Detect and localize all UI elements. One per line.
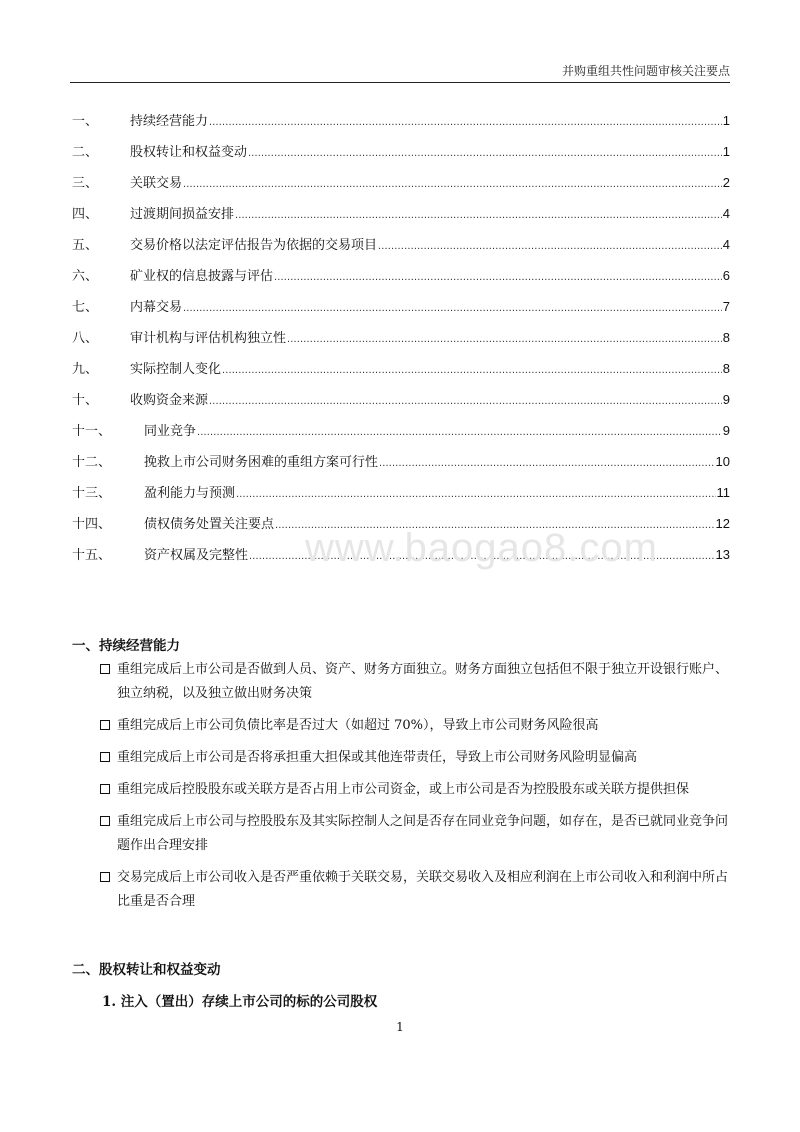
- bullet-item: [100, 658, 730, 706]
- toc-number: 十三、: [72, 486, 112, 501]
- toc-title: 债权债务处置关注要点: [144, 517, 275, 532]
- toc-entry[interactable]: [72, 265, 730, 296]
- toc-leader-dots: [274, 271, 722, 283]
- toc-page-number: 4: [722, 206, 730, 221]
- checkbox-square-icon: [100, 816, 110, 826]
- toc-page-number: 12: [715, 516, 730, 531]
- checkbox-square-icon: [100, 664, 110, 674]
- toc-leader-dots: [378, 240, 722, 252]
- toc-title: 资产权属及完整性: [144, 548, 249, 563]
- toc-title: 关联交易: [130, 176, 183, 191]
- toc-entry[interactable]: [72, 544, 730, 575]
- toc-title: 同业竞争: [144, 424, 197, 439]
- running-header: 并购重组共性问题审核关注要点: [561, 64, 730, 78]
- bullet-item: [100, 746, 730, 770]
- toc-leader-dots: [183, 302, 722, 314]
- bullet-text: 交易完成后上市公司收入是否严重依赖于关联交易，关联交易收入及相应利润在上市公司收入和利润中所占比重是否合理: [117, 870, 729, 909]
- toc-number: 十二、: [72, 455, 112, 470]
- subsection-heading: 1. 注入（置出）存续上市公司的标的公司股权: [102, 994, 378, 1010]
- checkbox-square-icon: [100, 720, 110, 730]
- toc-page-number: 1: [722, 113, 730, 128]
- toc-page-number: 11: [716, 485, 730, 500]
- toc-entry[interactable]: [72, 172, 730, 203]
- checkbox-square-icon: [100, 752, 110, 762]
- toc-page-number: 6: [722, 268, 730, 283]
- toc-entry[interactable]: [72, 296, 730, 327]
- toc-entry[interactable]: [72, 234, 730, 265]
- toc-page-number: 8: [722, 361, 730, 376]
- toc-title: 持续经营能力: [130, 114, 209, 129]
- toc-entry[interactable]: [72, 482, 730, 513]
- toc-entry[interactable]: [72, 141, 730, 172]
- toc-entry[interactable]: [72, 110, 730, 141]
- toc-leader-dots: [236, 488, 715, 500]
- toc-title: 股权转让和权益变动: [130, 145, 248, 160]
- toc-leader-dots: [197, 426, 722, 438]
- toc-leader-dots: [235, 209, 722, 221]
- toc-page-number: 7: [722, 299, 730, 314]
- toc-page-number: 1: [722, 144, 730, 159]
- toc-number: 八、: [72, 331, 99, 346]
- bullet-item: [100, 810, 730, 858]
- toc-number: 七、: [72, 300, 99, 315]
- toc-page-number: 10: [715, 454, 730, 469]
- header-rule: [70, 82, 730, 83]
- toc-entry[interactable]: [72, 389, 730, 420]
- bullet-list: [100, 658, 730, 922]
- toc-number: 一、: [72, 114, 99, 129]
- toc-title: 过渡期间损益安排: [130, 207, 235, 222]
- toc-leader-dots: [209, 116, 722, 128]
- toc-leader-dots: [209, 395, 722, 407]
- toc-number: 四、: [72, 207, 99, 222]
- page-number: 1: [396, 1020, 404, 1034]
- toc-number: 十一、: [72, 424, 112, 439]
- toc-title: 收购资金来源: [130, 393, 209, 408]
- bullet-item: [100, 778, 730, 802]
- toc-number: 九、: [72, 362, 99, 377]
- toc-number: 十五、: [72, 548, 112, 563]
- toc-title: 挽救上市公司财务困难的重组方案可行性: [144, 455, 379, 470]
- section-heading-1: 一、持续经营能力: [72, 638, 180, 654]
- bullet-item: [100, 866, 730, 914]
- toc-leader-dots: [183, 178, 722, 190]
- toc-leader-dots: [379, 457, 715, 469]
- bullet-text: 重组完成后上市公司是否将承担重大担保或其他连带责任，导致上市公司财务风险明显偏高: [117, 750, 638, 765]
- toc-leader-dots: [222, 364, 722, 376]
- toc-entry[interactable]: [72, 451, 730, 482]
- bullet-text: 重组完成后上市公司是否做到人员、资产、财务方面独立。财务方面独立包括但不限于独立开设银行账户、独立纳税，以及独立做出财务决策: [117, 662, 729, 701]
- toc-title: 审计机构与评估机构独立性: [130, 331, 287, 346]
- toc-title: 盈利能力与预测: [144, 486, 236, 501]
- toc-number: 二、: [72, 145, 99, 160]
- toc-number: 十、: [72, 393, 99, 408]
- toc-page-number: 4: [722, 237, 730, 252]
- toc-entry[interactable]: [72, 203, 730, 234]
- toc-leader-dots: [275, 519, 715, 531]
- section-heading-2: 二、股权转让和权益变动: [72, 962, 221, 978]
- table-of-contents: [72, 110, 730, 575]
- toc-entry[interactable]: [72, 358, 730, 389]
- bullet-text: 重组完成后控股股东或关联方是否占用上市公司资金，或上市公司是否为控股股东或关联方提供担保: [117, 782, 690, 797]
- toc-title: 内幕交易: [130, 300, 183, 315]
- watermark: www.baogao8.com: [305, 526, 658, 570]
- toc-entry[interactable]: [72, 420, 730, 451]
- bullet-text: 重组完成后上市公司负债比率是否过大（如超过 70%），导致上市公司财务风险很高: [117, 718, 599, 733]
- toc-leader-dots: [287, 333, 722, 345]
- bullet-text: 重组完成后上市公司与控股股东及其实际控制人之间是否存在同业竞争问题，如存在，是否已就同业竞争问题作出合理安排: [117, 814, 729, 853]
- toc-number: 五、: [72, 238, 99, 253]
- toc-page-number: 9: [722, 423, 730, 438]
- toc-title: 矿业权的信息披露与评估: [130, 269, 274, 284]
- checkbox-square-icon: [100, 872, 110, 882]
- toc-page-number: 2: [722, 175, 730, 190]
- toc-page-number: 9: [722, 392, 730, 407]
- toc-entry[interactable]: [72, 513, 730, 544]
- toc-page-number: 8: [722, 330, 730, 345]
- checkbox-square-icon: [100, 784, 110, 794]
- toc-number: 十四、: [72, 517, 112, 532]
- toc-title: 实际控制人变化: [130, 362, 222, 377]
- toc-number: 六、: [72, 269, 99, 284]
- toc-title: 交易价格以法定评估报告为依据的交易项目: [130, 238, 378, 253]
- toc-leader-dots: [248, 147, 722, 159]
- toc-page-number: 13: [715, 547, 730, 562]
- toc-entry[interactable]: [72, 327, 730, 358]
- toc-number: 三、: [72, 176, 99, 191]
- toc-leader-dots: [249, 550, 715, 562]
- bullet-item: [100, 714, 730, 738]
